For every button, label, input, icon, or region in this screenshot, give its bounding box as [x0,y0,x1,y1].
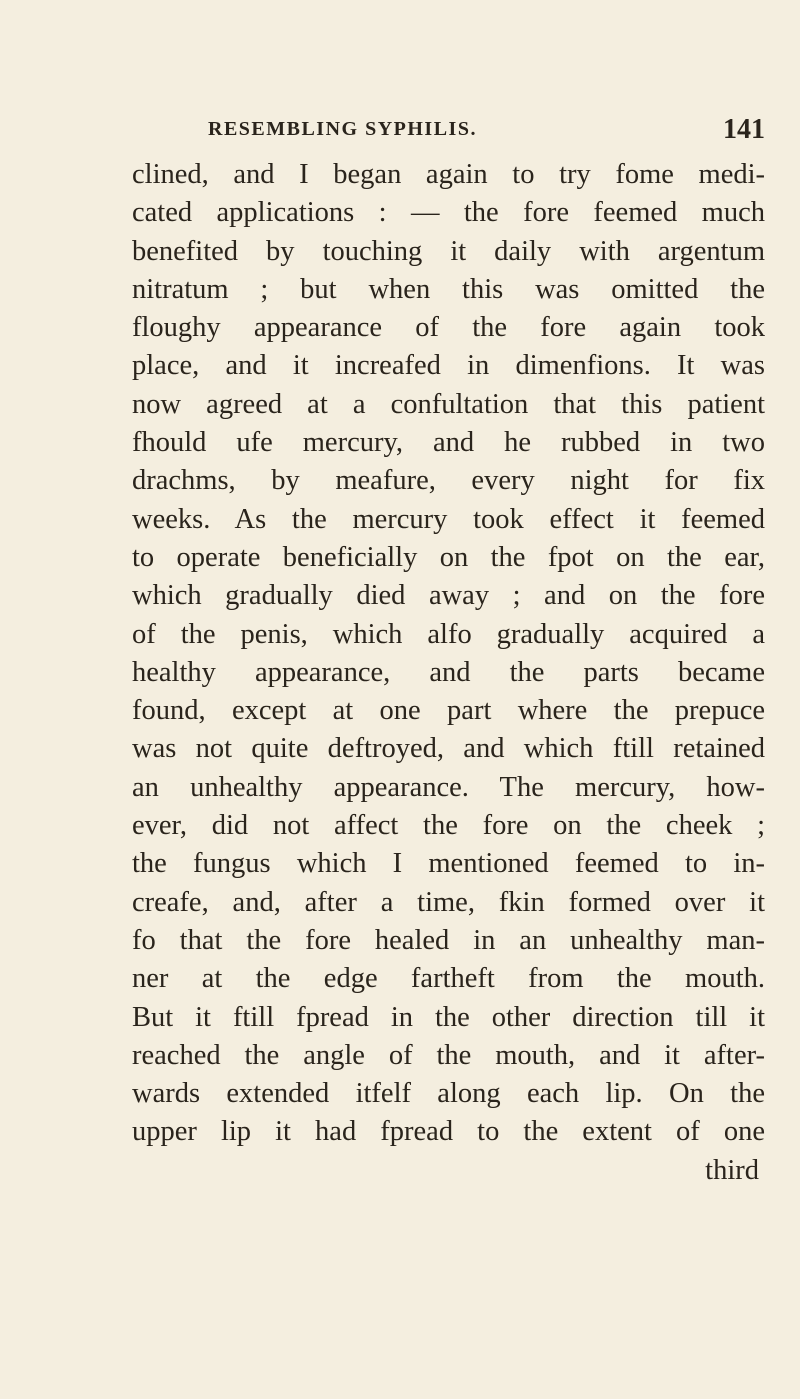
text-line: reached the angle of the mouth, and it after- [132,1039,765,1071]
text-line: floughy appearance of the fore again took [132,312,765,344]
text-line: ever, did not affect the fore on the cheek ; [132,810,765,842]
text-line: benefited by touching it daily with argentum [132,235,765,267]
page-number: 141 [723,114,765,145]
text-line: found, except at one part where the prepuce [132,695,765,727]
text-line: was not quite deftroyed, and which ftill retained [132,733,765,765]
text-line: cated applications : — the fore feemed much [132,197,765,229]
text-line: wards extended itfelf along each lip. On the [132,1078,765,1110]
text-line: place, and it increafed in dimenfions. It was [132,350,765,382]
text-line: clined, and I began again to try fome medi- [132,159,765,190]
text-line: fo that the fore healed in an unhealthy man- [132,924,765,956]
text-line: nitratum ; but when this was omitted the [132,273,765,305]
text-line: an unhealthy appearance. The mercury, how- [132,771,765,803]
text-line: drachms, by meafure, every night for fix [132,465,765,497]
text-line: creafe, and, after a time, fkin formed over it [132,886,765,918]
text-line: weeks. As the mercury took effect it feemed [132,503,765,535]
page-header [208,114,773,148]
text-line: which gradually died away ; and on the fore [132,580,765,612]
text-line: the fungus which I mentioned feemed to in- [132,848,765,880]
text-line: ner at the edge fartheft from the mouth. [132,963,765,995]
text-line: healthy appearance, and the parts became [132,656,765,688]
body-text [132,156,765,1190]
catchword: third [705,1154,759,1186]
text-line: now agreed at a confultation that this patient [132,388,765,420]
running-title: RESEMBLING SYPHILIS. [208,118,477,140]
text-line: But it ftill fpread in the other direction till it [132,1001,765,1033]
text-line: to operate beneficially on the fpot on the ear, [132,541,765,573]
text-line: upper lip it had fpread to the extent of one [132,1116,765,1148]
text-line: of the penis, which alfo gradually acquired a [132,618,765,650]
text-line: fhould ufe mercury, and he rubbed in two [132,427,765,459]
